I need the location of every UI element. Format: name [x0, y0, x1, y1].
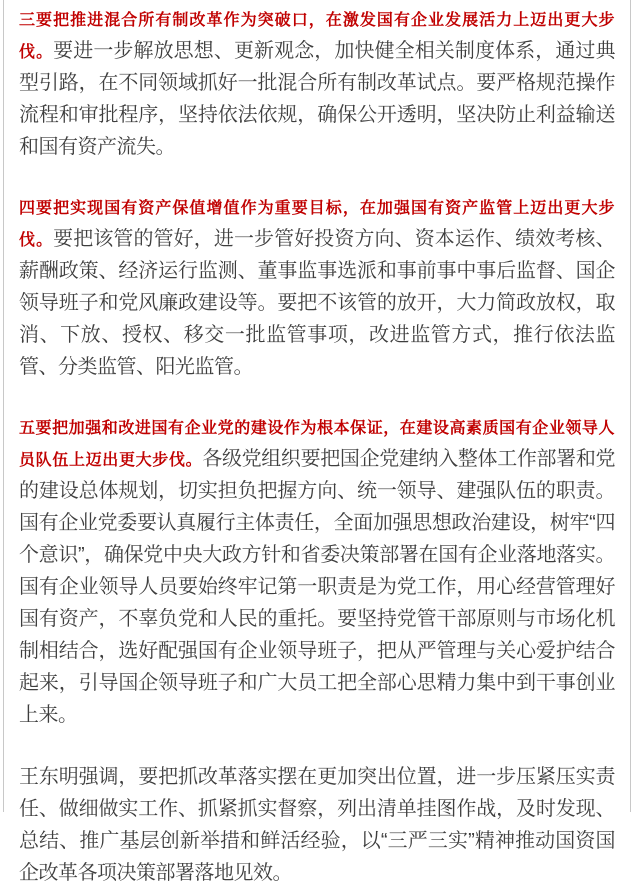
paragraph-body: 要把该管的管好，进一步管好投资方向、资本运作、绩效考核、薪酬政策、经济运行监测、董事监事选派和事前事中事后监督、国企领导班子和党风廉政建设等。要把不该管的放开，大力简政放权，取消、下放、授权、移交一批监管事项，改进监管方式，推行依法监管、分类监管、阳光监管。 [19, 228, 615, 378]
paragraph-lead: 四要把实现国有资产保值增值作为重要目标，在加强国有资产监管上迈出更大步伐。 [19, 200, 615, 249]
paragraph-lead: 五要把加强和改进国有企业党的建设作为根本保证，在建设高素质国有企业领导人员队伍上迈出更大步伐。 [19, 420, 615, 469]
paragraph-5th-point [19, 414, 615, 732]
paragraph-4th-point [19, 194, 615, 384]
paragraph-3rd-point [19, 6, 615, 164]
article-page [3, 0, 631, 884]
paragraph-body: 要进一步解放思想、更新观念，加快健全相关制度体系，通过典型引路，在不同领域抓好一批混合所有制改革试点。要严格规范操作流程和审批程序，坚持依法依规，确保公开透明，坚决防止利益输送和国有资产流失。 [19, 40, 615, 158]
paragraph-body: 王东明强调，要把抓改革落实摆在更加突出位置，进一步压紧压实责任、做细做实工作、抓紧抓实督察，列出清单挂图作战，及时发现、总结、推广基层创新举措和鲜活经验，以“三严三实”精神推动国资国企改革各项决策部署落地见效。 [19, 766, 615, 884]
paragraph-closing [19, 762, 615, 890]
paragraph-body: 各级党组织要把国企党建纳入整体工作部署和党的建设总体规划，切实担负把握方向、统一领导、建强队伍的职责。国有企业党委要认真履行主体责任，全面加强思想政治建设，树牢“四个意识”，确保党中央大政方针和省委决策部署在国有企业落地落实。国有企业领导人员要始终牢记第一职责是为党工作，用心经营管理好国有资产，不辜负党和人民的重托。要坚持党管干部原则与市场化机制相结合，选好配强国有企业领导班子，把从严管理与关心爱护结合起来，引导国企领导班子和广大员工把全部心思精力集中到干事创业上来。 [19, 448, 615, 726]
paragraph-lead: 三要把推进混合所有制改革作为突破口，在激发国有企业发展活力上迈出更大步伐。 [19, 12, 615, 61]
